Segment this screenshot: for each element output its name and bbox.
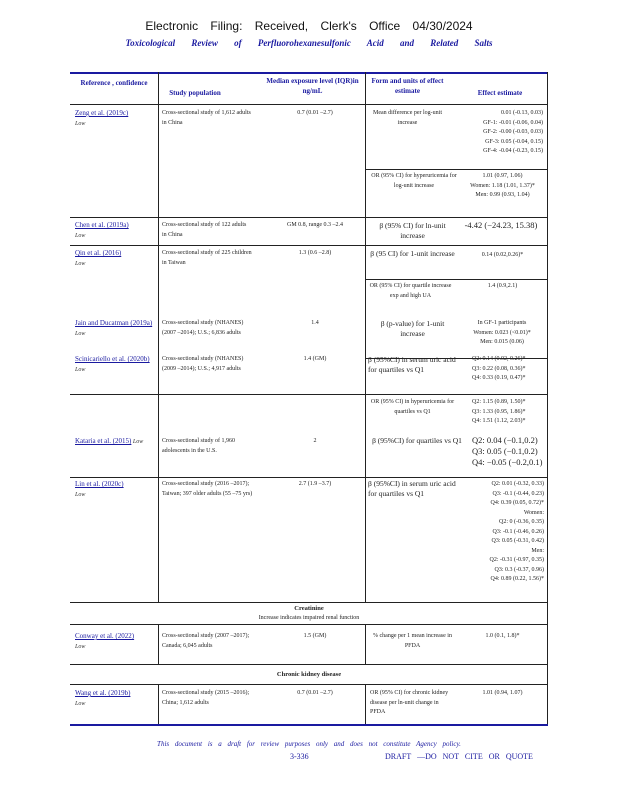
exposure-cell: 1.5 (GM) bbox=[303, 633, 327, 639]
population-cell: Cross-sectional study (2016 –2017); Taiwan; 397 older adults (55 –75 yrs) bbox=[162, 481, 253, 497]
reference-link[interactable]: Jain and Ducatman (2019a) bbox=[75, 319, 153, 327]
effect-line: Q3: 0.3 (-0.37, 0.96) bbox=[494, 566, 544, 573]
page-number: 3-336 bbox=[290, 752, 309, 761]
form-cell: β (95%CI) in serum uric acid for quartiles vs Q1 bbox=[368, 479, 456, 498]
effect-line: Q4: 1.51 (1.12, 2.03)* bbox=[472, 418, 526, 424]
confidence-label: Low bbox=[75, 260, 86, 267]
effect-line: GF-3: 0.05 (-0.04, 0.15) bbox=[485, 138, 543, 145]
exposure-cell: 2 bbox=[313, 438, 317, 444]
effect-cell bbox=[472, 355, 547, 384]
effect-cell bbox=[472, 398, 547, 427]
header-form: Form and units of effect estimate bbox=[371, 77, 444, 95]
header-exposure: Median exposure level (IQR)in ng/mL bbox=[266, 77, 359, 95]
confidence-label: Low bbox=[132, 439, 144, 445]
effect-line: Men: 0.99 (0.93, 1.04) bbox=[475, 192, 530, 198]
table-row bbox=[75, 632, 155, 652]
effect-line: Q4: −0.05 (−0.2,0.1) bbox=[472, 457, 543, 467]
document-subtitle: Toxicological Review of Perfluorohexanesulfonic Acid and Related Salts bbox=[125, 38, 493, 48]
table-row bbox=[75, 109, 155, 129]
form-cell: β (95%CI) for quartiles vs Q1 bbox=[372, 436, 462, 445]
confidence-label: Low bbox=[75, 120, 86, 127]
form-cell: OR (95% CI) in hyperuricemia for quartiles vs Q1 bbox=[370, 399, 455, 415]
reference-link[interactable]: Scinicariello et al. (2020b) bbox=[75, 355, 150, 363]
effect-line: Q4: 0.33 (0.19, 0.47)* bbox=[472, 375, 526, 381]
form-cell: Mean difference per log-unit increase bbox=[372, 110, 443, 126]
row-rule bbox=[70, 624, 548, 625]
effect-line: Q3: 0.05 (-0.31, 0.42) bbox=[491, 538, 544, 544]
effect-line: Men: bbox=[531, 547, 544, 554]
effect-line: GF-2: -0.00 (-0.03, 0.03) bbox=[483, 129, 543, 135]
section-rule bbox=[70, 664, 548, 665]
effect-line: Men: 0.015 (0.06) bbox=[480, 339, 524, 345]
effect-cell: -4.42 (−24.23, 15.38) bbox=[464, 220, 538, 230]
effect-line: Women: bbox=[523, 509, 544, 516]
population-cell: Cross-sectional study of 122 adults in China bbox=[162, 222, 247, 238]
reference-link[interactable]: Kataria et al. (2015) bbox=[75, 437, 132, 445]
exposure-cell: 0.7 (0.01 –2.7) bbox=[297, 690, 333, 696]
confidence-label: Low bbox=[75, 700, 86, 707]
effect-cell bbox=[472, 435, 550, 468]
form-cell: OR (95% CI) for quartile increase exp and high UA bbox=[369, 283, 452, 299]
effect-line: Q3: 1.33 (0.95, 1.86)* bbox=[472, 408, 526, 415]
table-row bbox=[75, 221, 155, 241]
col-rule bbox=[158, 624, 159, 664]
header-rule bbox=[70, 104, 548, 105]
effect-cell: 1.0 (0.1, 1.8)* bbox=[485, 633, 520, 639]
effect-line: In GF-1 participants bbox=[477, 320, 527, 326]
col-rule bbox=[365, 684, 366, 724]
row-rule bbox=[70, 684, 548, 685]
confidence-label: Low bbox=[75, 643, 86, 650]
effect-cell: 1.4 (0.9,2.1) bbox=[487, 283, 518, 289]
exposure-cell: 1.4 bbox=[311, 320, 319, 326]
header-population: Study population bbox=[169, 89, 221, 97]
section-subtitle: Increase indicates impaired renal function bbox=[258, 615, 360, 621]
table-bottom-rule bbox=[70, 724, 548, 726]
table-row bbox=[75, 689, 155, 709]
form-cell: β (95% CI) for ln-unit increase bbox=[379, 221, 446, 240]
reference-link[interactable]: Chen et al. (2019a) bbox=[75, 221, 129, 229]
effect-line: Q3: 0.05 (−0.1,0.2) bbox=[472, 446, 538, 456]
effect-line: Q4: 0.39 (0.05, 0.72)* bbox=[490, 500, 544, 506]
population-cell: Cross-sectional study (NHANES) (2009 –2014); U.S.; 4,917 adults bbox=[162, 356, 244, 372]
effect-line: GF-1: -0.01 (-0.06, 0.04) bbox=[483, 119, 543, 126]
section-title: Chronic kidney disease bbox=[276, 671, 342, 678]
effect-line: Q2: 0 (-0.36, 0.35) bbox=[499, 519, 544, 525]
header-reference: Reference , confidence bbox=[80, 79, 148, 87]
row-rule bbox=[70, 217, 548, 218]
exposure-cell: 2.7 (1.9 –3.7) bbox=[298, 481, 332, 487]
form-cell: % change per 1 mean increase in PFDA bbox=[373, 633, 452, 649]
table-row bbox=[75, 437, 155, 448]
effect-line: Q2: 0.14 (0.02, 0.26)* bbox=[472, 356, 526, 362]
row-rule bbox=[70, 394, 548, 395]
effect-line: Q2: 0.04 (−0.1,0.2) bbox=[472, 435, 538, 445]
effect-line: Women: 1.18 (1.01, 1.37)* bbox=[470, 182, 535, 189]
population-cell: Cross-sectional study of 225 children in Taiwan bbox=[162, 250, 252, 266]
population-cell: Cross-sectional study (2007 –2017); Canada; 6,045 adults bbox=[162, 633, 250, 649]
draft-notice: DRAFT —DO NOT CITE OR QUOTE bbox=[385, 752, 533, 761]
form-cell: β (p-value) for 1-unit increase bbox=[380, 319, 445, 338]
table-row bbox=[75, 249, 155, 269]
form-cell: β (95%CI) in serum uric acid for quartiles vs Q1 bbox=[368, 355, 456, 374]
form-cell: OR (95% CI) for hyperuricemia for log-unit increase bbox=[371, 173, 457, 189]
table-top-rule bbox=[70, 72, 548, 74]
exposure-cell: 1.4 (GM) bbox=[303, 356, 327, 362]
form-cell: β (95 CI) for 1-unit increase bbox=[370, 249, 455, 258]
effect-line: Q2: 0.01 (-0.32, 0.33) bbox=[491, 481, 544, 487]
row-rule bbox=[365, 169, 548, 170]
section-rule bbox=[70, 602, 548, 603]
table-row bbox=[75, 480, 155, 500]
table-row bbox=[75, 355, 160, 375]
population-cell: Cross-sectional study (NHANES) (2007 –2014); U.S.; 6,836 adults bbox=[162, 320, 244, 336]
effect-line: Q4: 0.89 (0.22, 1.56)* bbox=[490, 576, 544, 582]
row-rule bbox=[70, 477, 548, 478]
effect-cell bbox=[460, 172, 545, 201]
form-cell: OR (95% CI) for chronic kidney disease per ln-unit change in PFDA bbox=[370, 690, 449, 715]
confidence-label: Low bbox=[75, 491, 86, 498]
effect-line: GF-4: -0.04 (-0.23, 0.15) bbox=[483, 148, 543, 154]
effect-cell: 1.01 (0.94, 1.07) bbox=[482, 690, 523, 696]
footer-disclaimer: This document is a draft for review purposes only and does not constitute Agency policy. bbox=[157, 740, 461, 748]
filing-stamp: Electronic Filing: Received, Clerk's Office 04/30/2024 bbox=[145, 19, 473, 33]
table-row bbox=[75, 319, 160, 339]
section-title: Creatinine bbox=[294, 605, 324, 612]
exposure-cell: GM 0.8, range 0.3 –2.4 bbox=[287, 222, 343, 228]
effect-line: Q2: -0.31 (-0.97, 0.35) bbox=[489, 557, 544, 563]
reference-link[interactable]: Zeng et al. (2019c) bbox=[75, 109, 129, 117]
effect-cell bbox=[455, 109, 543, 157]
effect-line: Q2: 1.15 (0.89, 1.50)* bbox=[472, 399, 526, 405]
exposure-cell: 1.3 (0.6 –2.8) bbox=[298, 250, 332, 256]
confidence-label: Low bbox=[75, 366, 86, 373]
confidence-label: Low bbox=[75, 232, 86, 239]
effect-cell bbox=[458, 480, 544, 585]
population-cell: Cross-sectional study of 1,960 adolescents in the U.S. bbox=[162, 438, 235, 454]
effect-line: Q3: -0.1 (-0.46, 0.26) bbox=[492, 528, 544, 535]
col-rule bbox=[365, 72, 366, 602]
col-rule bbox=[365, 624, 366, 664]
header-effect: Effect estimate bbox=[477, 89, 523, 97]
exposure-cell: 0.7 (0.01 –2.7) bbox=[297, 110, 333, 116]
population-cell: Cross-sectional study of 1,612 adults in China bbox=[162, 110, 251, 126]
effect-line: 0.01 (-0.13, 0.03) bbox=[501, 110, 543, 116]
row-rule bbox=[365, 279, 548, 280]
effect-line: 1.01 (0.97, 1.06) bbox=[482, 173, 523, 179]
population-cell: Cross-sectional study (2015 –2016); China; 1,612 adults bbox=[162, 690, 250, 706]
effect-line: Women: 0.023 (<0.01)* bbox=[473, 329, 531, 336]
effect-line: Q3: -0.1 (-0.44, 0.23) bbox=[492, 490, 544, 497]
effect-cell bbox=[458, 319, 546, 348]
col-rule bbox=[547, 72, 548, 724]
effect-line: Q3: 0.22 (0.08, 0.36)* bbox=[472, 365, 526, 372]
data-table bbox=[70, 72, 548, 724]
effect-cell: 0.14 (0.02,0.26)* bbox=[481, 252, 524, 258]
row-rule bbox=[70, 245, 548, 246]
reference-link[interactable]: Conway et al. (2022) bbox=[75, 632, 135, 640]
confidence-label: Low bbox=[75, 330, 86, 337]
reference-link[interactable]: Lin et al. (2020c) bbox=[75, 480, 124, 488]
col-rule bbox=[158, 684, 159, 724]
reference-link[interactable]: Qin et al. (2016) bbox=[75, 249, 122, 257]
reference-link[interactable]: Wang et al. (2019b) bbox=[75, 689, 131, 697]
